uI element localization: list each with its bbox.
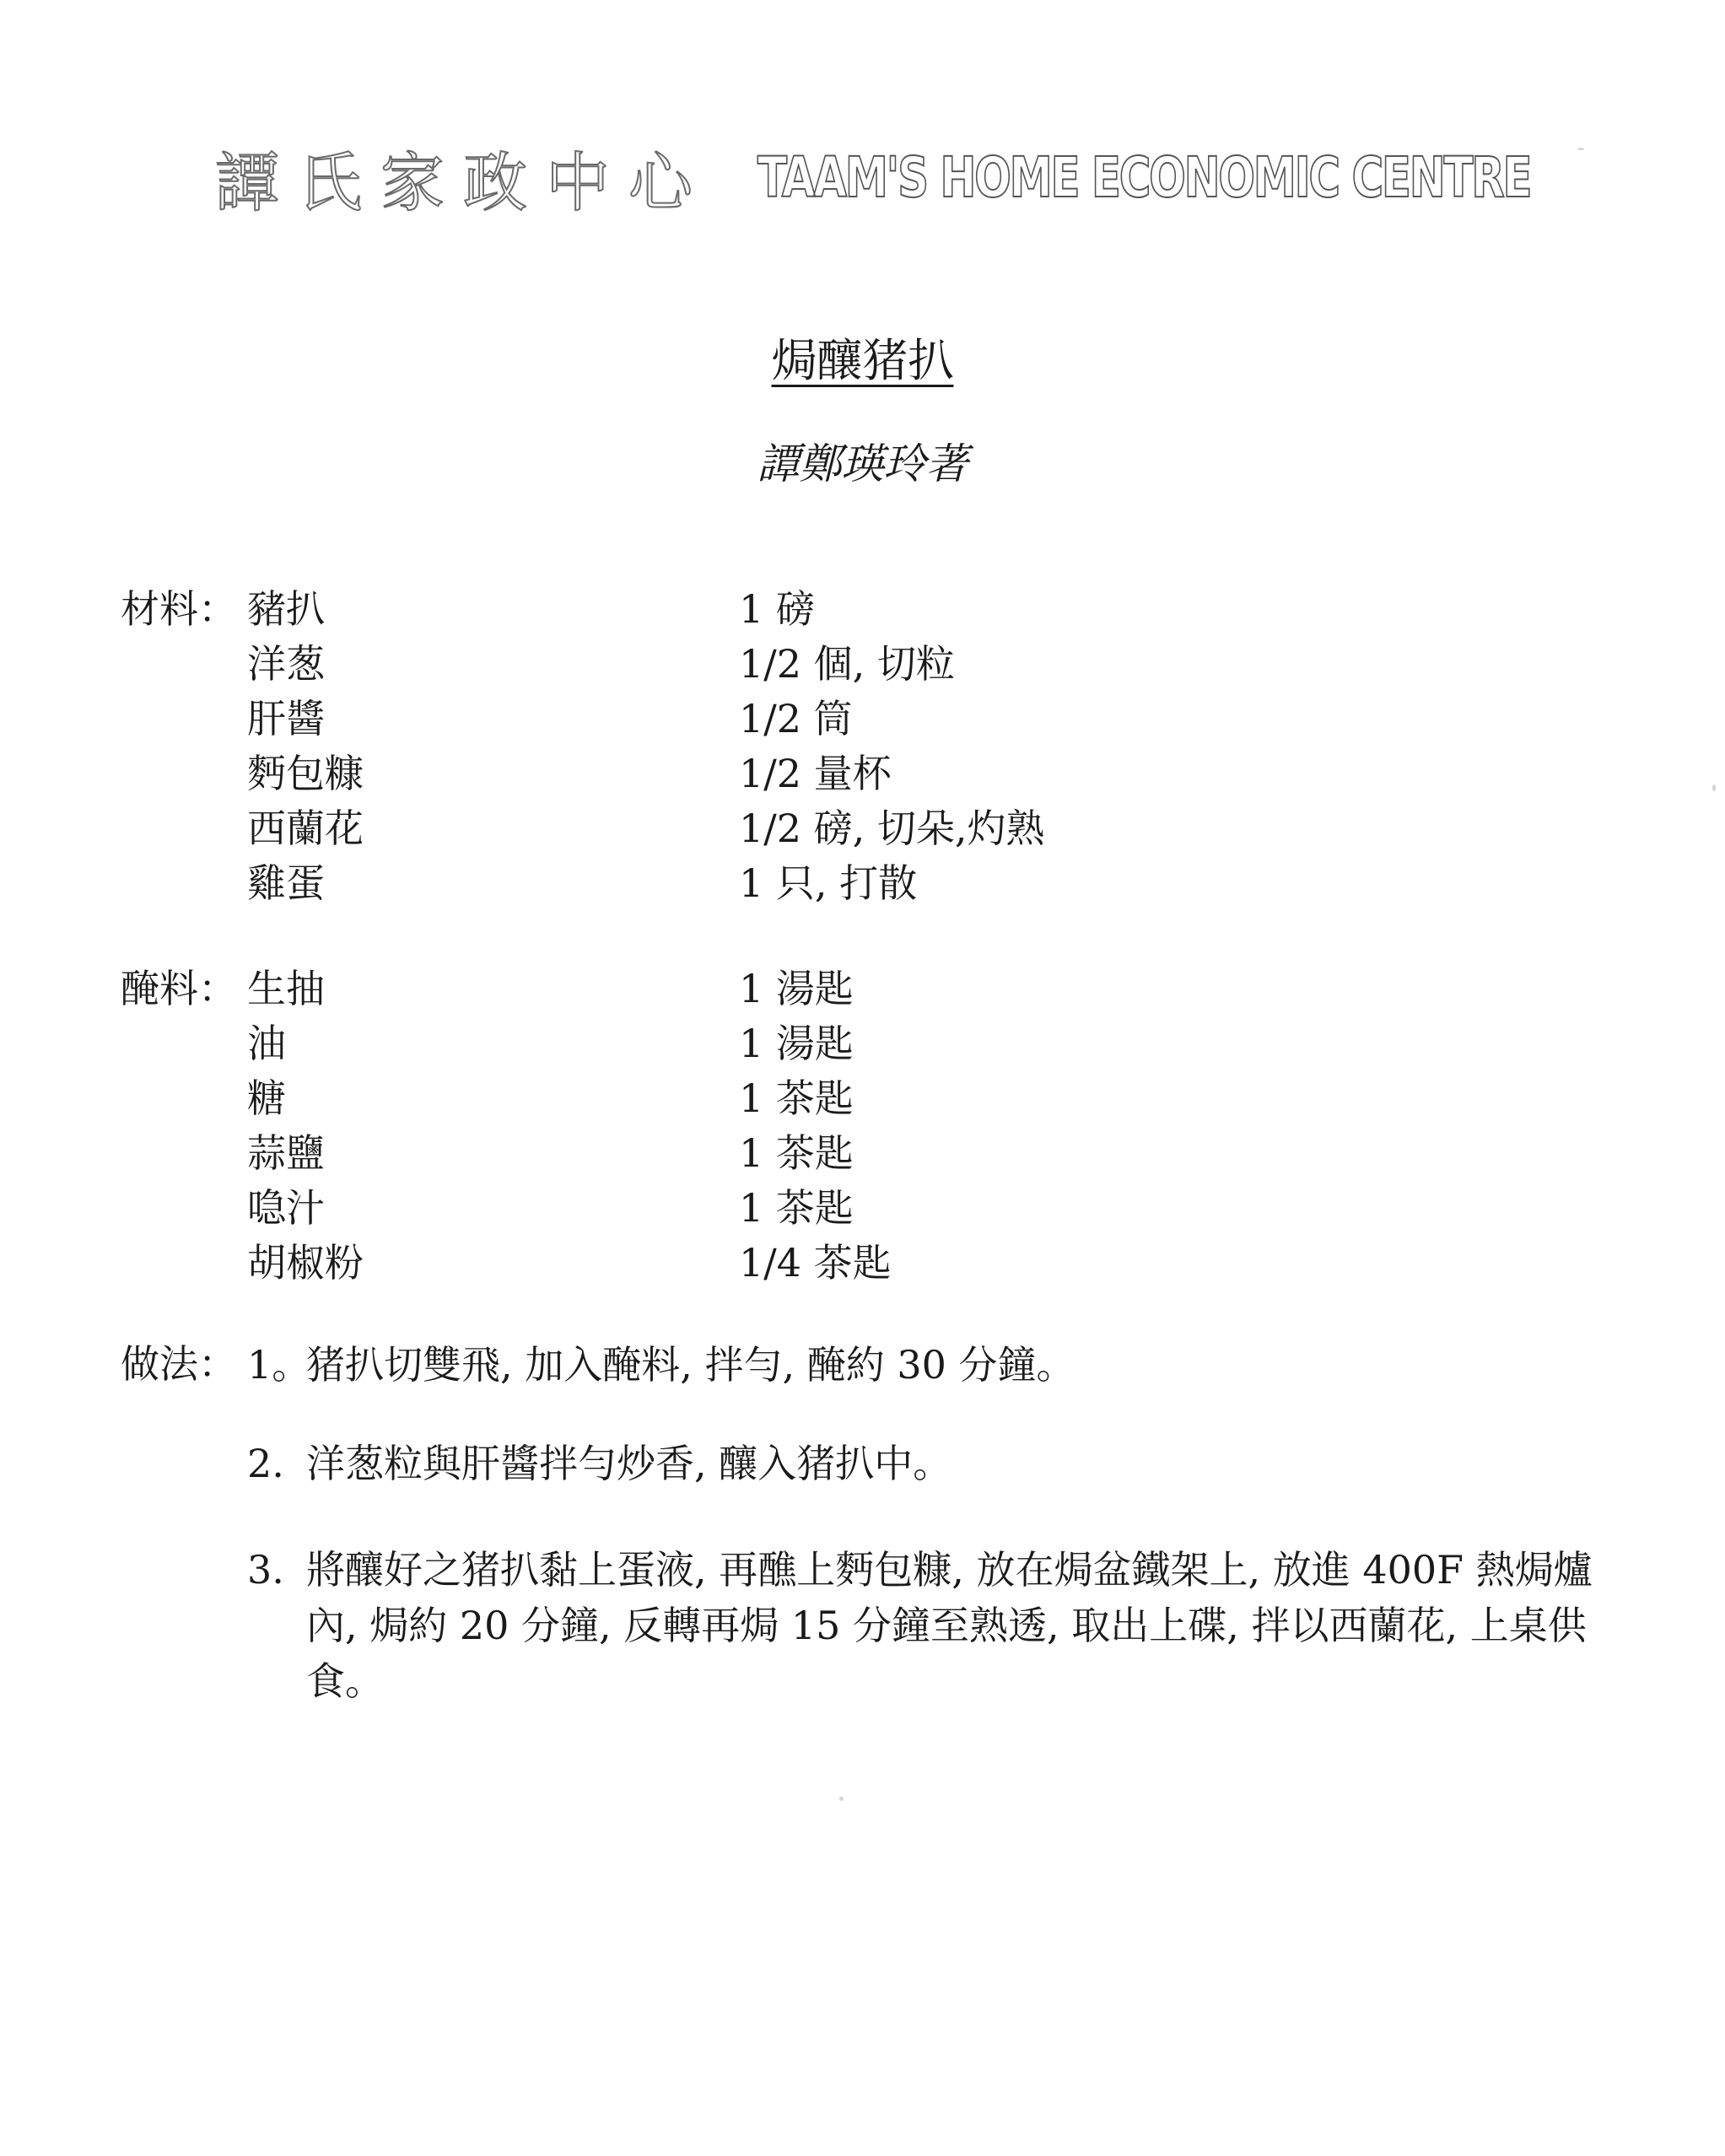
ingredients-label: 材料：: [121, 586, 237, 632]
marinade-name: 糖: [247, 1075, 286, 1121]
ingredient-name: 肝醬: [247, 696, 325, 741]
ingredient-row: [121, 692, 1386, 747]
ingredient-row: [121, 856, 1386, 911]
centre-header: [215, 139, 1725, 220]
scan-speck: [839, 1797, 844, 1801]
marinade-qty: 1/4 茶匙: [739, 1240, 892, 1286]
ingredient-qty: 1/2 個, 切粒: [739, 641, 955, 687]
step-text: 洋葱粒與肝醬拌勻炒香, 釀入猪扒中。: [306, 1441, 952, 1486]
ingredient-qty: 1/2 筒: [739, 696, 853, 741]
step-text: 猪扒切雙飛, 加入醃料, 拌勻, 醃約 30 分鐘。: [306, 1342, 1075, 1388]
step-number: 1。: [247, 1342, 311, 1388]
scan-speck: [1712, 784, 1716, 791]
marinade-row: [121, 1236, 1386, 1291]
ingredient-name: 雞蛋: [247, 860, 325, 906]
centre-name-chinese: 譚氏家政中心: [215, 144, 711, 220]
ingredient-row: [121, 747, 1386, 801]
ingredient-name: 麪包糠: [247, 751, 364, 796]
ingredient-name: 豬扒: [247, 586, 325, 632]
recipe-author: 譚鄭瑛玲著: [757, 439, 968, 488]
ingredient-qty: 1/2 量杯: [739, 751, 892, 796]
step-text: 將釀好之猪扒黏上蛋液, 再醮上麪包糠, 放在焗盆鐵架上, 放進 400F 熱焗爐內, 焗約 20 分鐘, 反轉再焗 15 分鐘至熟透, 取出上碟, 拌以西蘭花, 上桌供食。: [306, 1547, 1593, 1704]
marinade-qty: 1 湯匙: [739, 966, 854, 1011]
recipe-title: [0, 325, 1725, 390]
ingredients-section: [121, 582, 1386, 911]
ingredient-row: [121, 582, 1386, 637]
ingredient-row: [121, 801, 1386, 856]
marinade-name: 蒜鹽: [247, 1130, 325, 1176]
centre-name-english: TAAM'S HOME ECONOMIC CENTRE: [757, 144, 1531, 210]
marinade-qty: 1 茶匙: [739, 1130, 854, 1176]
method-label: 做法：: [121, 1341, 237, 1387]
ingredient-qty: 1 磅: [739, 586, 815, 632]
marinade-row: [121, 1071, 1386, 1126]
marinade-row: [121, 1181, 1386, 1236]
marinade-row: [121, 1126, 1386, 1181]
scan-speck: [1577, 148, 1584, 150]
ingredient-qty: 1/2 磅, 切朵,灼熟: [739, 806, 1045, 851]
marinade-name: 油: [247, 1021, 286, 1066]
step-number: 3.: [247, 1547, 284, 1593]
ingredient-name: 洋葱: [247, 641, 325, 687]
marinade-row: [121, 1016, 1386, 1071]
step-number: 2.: [247, 1441, 284, 1486]
ingredient-qty: 1 只, 打散: [739, 860, 918, 906]
marinade-name: 喼汁: [247, 1185, 325, 1231]
marinade-qty: 1 茶匙: [739, 1075, 854, 1121]
marinade-name: 生抽: [247, 966, 325, 1011]
ingredient-name: 西蘭花: [247, 806, 364, 851]
marinade-qty: 1 湯匙: [739, 1021, 854, 1066]
marinade-name: 胡椒粉: [247, 1240, 364, 1286]
marinade-label: 醃料：: [121, 966, 237, 1011]
marinade-section: [121, 962, 1386, 1291]
marinade-qty: 1 茶匙: [739, 1185, 854, 1231]
recipe-title-text: 焗釀猪扒: [771, 334, 954, 387]
marinade-row: [121, 962, 1386, 1016]
ingredient-row: [121, 637, 1386, 692]
